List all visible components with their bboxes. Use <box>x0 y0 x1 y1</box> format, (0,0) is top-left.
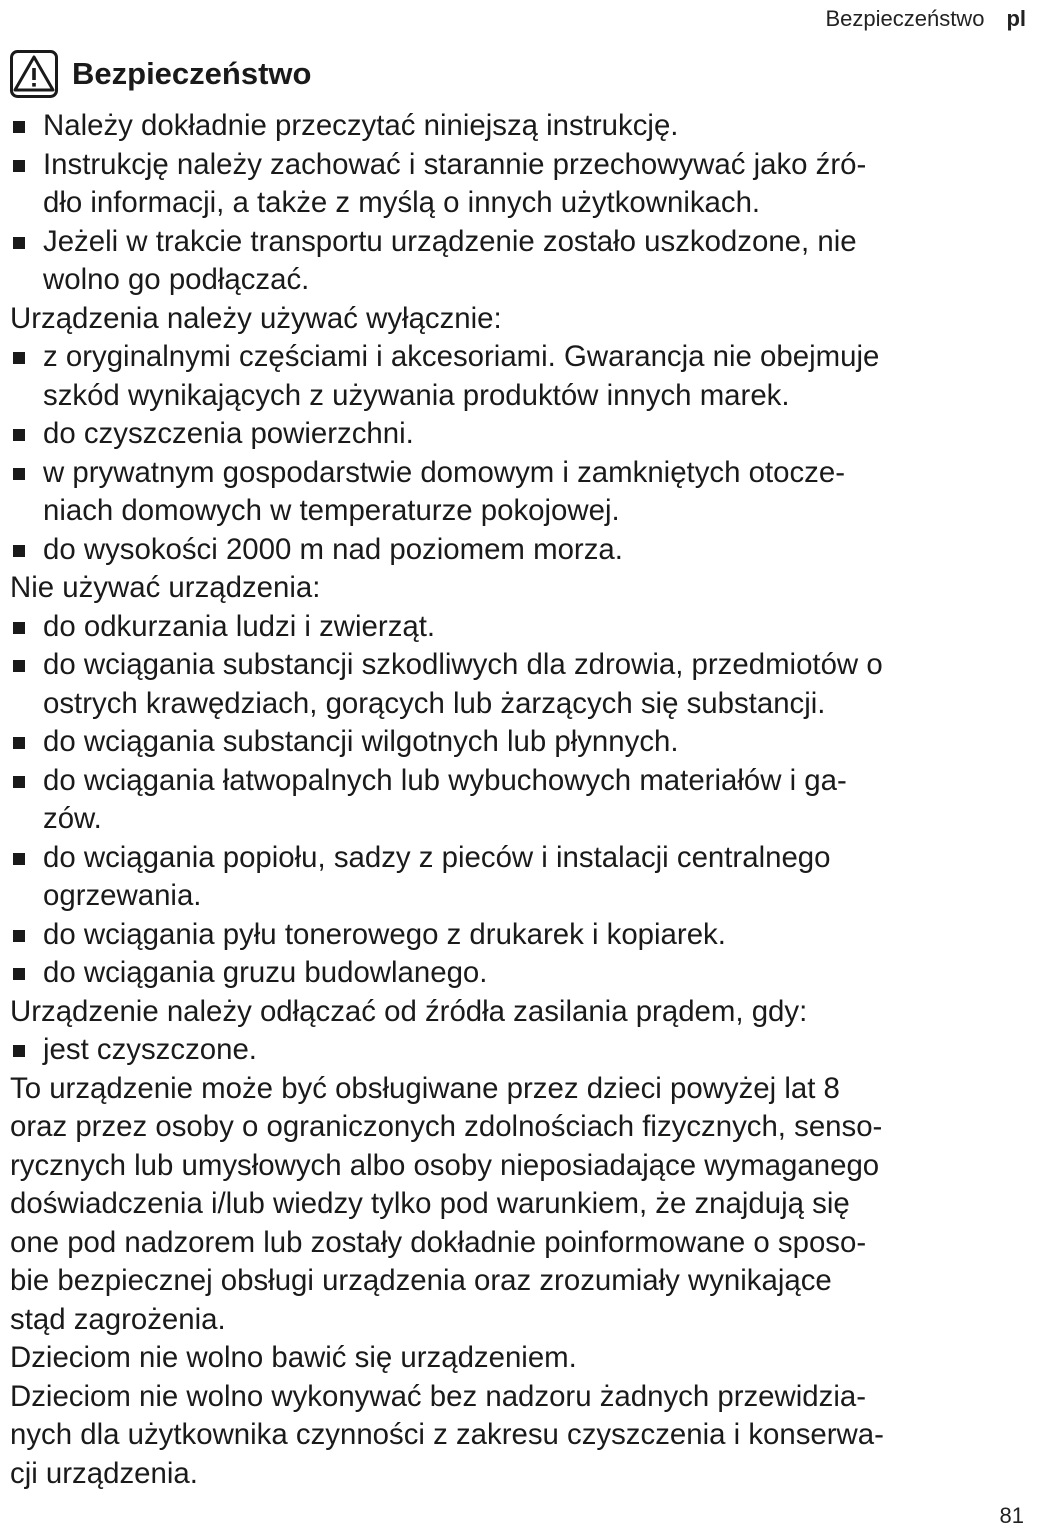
list-item: do wciągania gruzu budowlanego. <box>10 954 1040 993</box>
no-play-paragraph: Dzieciom nie wolno bawić się urządzeniem. <box>10 1341 577 1374</box>
paragraph: Urządzenia należy używać wyłącznie: <box>10 301 502 335</box>
section-title-row <box>10 50 311 98</box>
paragraph: Urządzenie należy odłączać od źródła zasilania prądem, gdy: <box>10 994 808 1028</box>
list-item: do wciągania popiołu, sadzy z pieców i instalacji centralnego ogrzewania. <box>10 839 1040 916</box>
list-item: do wysokości 2000 m nad poziomem morza. <box>10 531 1040 570</box>
list-item: Instrukcję należy zachować i starannie przechowywać jako źró- dło informacji, a także z myślą o innych użytkownikach. <box>10 146 1040 223</box>
list-item: Należy dokładnie przeczytać niniejszą instrukcję. <box>10 107 1040 146</box>
page-title: Bezpieczeństwo <box>72 56 312 91</box>
list-item: do czyszczenia powierzchni. <box>10 415 1040 454</box>
cleaning-paragraph: Dzieciom nie wolno wykonywać bez nadzoru żadnych przewidzia- nych dla użytkownika czynności z zakresu czyszczenia i konserwa- cji urządzenia. <box>10 1379 884 1490</box>
children-paragraph: To urządzenie może być obsługiwane przez dzieci powyżej lat 8 oraz przez osoby o ograniczonych zdolnościach fizycznych, senso- rycznych lub umysłowych albo osoby nieposiadające wymaganego doświadczenia i/lub wiedzy tylko pod warunkiem, że znajdują się one pod nadzorem lub zostały dokładnie poinformowane o sposo- bie bezpiecznej obsługi urządzenia oraz zrozumiały wynikające stąd zagrożenia. <box>10 1071 883 1336</box>
list-item: do wciągania pyłu tonerowego z drukarek i kopiarek. <box>10 916 1040 955</box>
list-item: w prywatnym gospodarstwie domowym i zamkniętych otocze- niach domowych w temperaturze pokojowej. <box>10 454 1040 531</box>
list-item: jest czyszczone. <box>10 1031 1040 1070</box>
content <box>10 107 1040 1493</box>
running-header <box>825 6 1026 32</box>
list-item: Jeżeli w trakcie transportu urządzenie zostało uszkodzone, nie wolno go podłączać. <box>10 223 1040 300</box>
page-number: 81 <box>999 1503 1024 1528</box>
header-section: Bezpieczeństwo <box>825 6 985 31</box>
list-item: do wciągania substancji szkodliwych dla zdrowia, przedmiotów o ostrych krawędziach, gorących lub żarzących się substancji. <box>10 646 1040 723</box>
paragraph: Nie używać urządzenia: <box>10 571 321 604</box>
header-lang: pl <box>1006 6 1026 31</box>
list-item: do wciągania substancji wilgotnych lub płynnych. <box>10 723 1040 762</box>
list-item: do odkurzania ludzi i zwierząt. <box>10 608 1040 647</box>
list-item: z oryginalnymi częściami i akcesoriami. Gwarancja nie obejmuje szkód wynikających z używania produktów innych marek. <box>10 338 1040 415</box>
list-item: do wciągania łatwopalnych lub wybuchowych materiałów i ga- zów. <box>10 762 1040 839</box>
warning-triangle-icon <box>10 50 58 98</box>
